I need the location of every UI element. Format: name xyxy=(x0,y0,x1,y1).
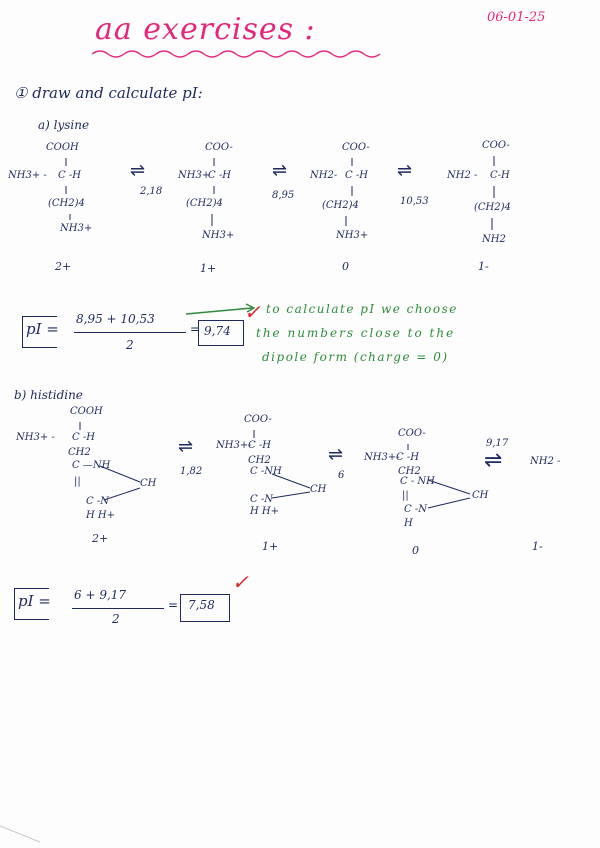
lys1-left: NH3+ - xyxy=(8,170,47,181)
equilibrium-arrow: ⇌ xyxy=(397,160,413,181)
check-mark: ✓ xyxy=(244,300,261,324)
histidine-pi-label: pI = xyxy=(18,592,51,610)
lysine-pi-label: pI = xyxy=(26,320,59,338)
histidine-pi-numerator: 6 + 9,17 xyxy=(74,588,127,602)
lys3-top: COO- xyxy=(342,142,370,153)
his1-top: COOH xyxy=(70,406,103,417)
his3-ring-2: || xyxy=(402,490,409,501)
lysine-note-line-3: dipole form (charge = 0) xyxy=(262,350,449,364)
his4-charge: 1- xyxy=(532,540,543,553)
lys4-charge: 1- xyxy=(478,260,489,273)
his3-mid: C -H xyxy=(396,452,419,463)
lys4-left: NH2 - xyxy=(447,170,478,181)
equilibrium-arrow: ⇌ xyxy=(178,436,194,457)
lys2-mid: C -H xyxy=(208,170,231,181)
page-title: aa exercises : xyxy=(95,12,316,47)
his4-left: NH2 - xyxy=(530,456,561,467)
his2-top: COO- xyxy=(244,414,272,425)
lysine-label: a) lysine xyxy=(38,118,90,132)
lys1-r2: NH3+ xyxy=(60,223,93,234)
his2-ch2: CH2 xyxy=(248,455,271,466)
his-pk3: 9,17 xyxy=(486,438,509,449)
question-heading: ① draw and calculate pI: xyxy=(14,84,203,102)
his1-left: NH3+ - xyxy=(16,432,55,443)
lysine-note-line-2: the numbers close to the xyxy=(256,326,456,340)
lys4-r1: (CH2)4 xyxy=(474,202,511,213)
lys2-charge: 1+ xyxy=(200,262,217,275)
his1-charge: 2+ xyxy=(92,532,109,545)
lys3-r2: NH3+ xyxy=(336,230,369,241)
histidine-label: b) histidine xyxy=(14,388,83,402)
his2-ring-1: C -NH xyxy=(250,466,282,477)
date-label: 06-01-25 xyxy=(487,10,546,25)
his3-top: COO- xyxy=(398,428,426,439)
his2-ring-3: CH xyxy=(310,484,327,495)
his3-charge: 0 xyxy=(412,544,419,557)
lysine-pi-denominator: 2 xyxy=(126,338,134,352)
lys2-r2: NH3+ xyxy=(202,230,235,241)
his2-left: NH3+- xyxy=(216,440,252,451)
his2-charge: 1+ xyxy=(262,540,279,553)
histidine-pi-result: 7,58 xyxy=(188,598,215,612)
lys-pk1: 2,18 xyxy=(140,186,163,197)
lys-pk3: 10,53 xyxy=(400,196,429,207)
equilibrium-arrow: ⇌ xyxy=(484,448,499,473)
lys3-left: NH2- xyxy=(310,170,338,181)
his-pk2: 6 xyxy=(338,470,345,481)
lys2-left: NH3+ xyxy=(178,170,211,181)
his1-ring-5: H H+ xyxy=(86,510,115,521)
his1-mid: C -H xyxy=(72,432,95,443)
his1-ring-4: C -N xyxy=(86,496,109,507)
his1-ch2: CH2 xyxy=(68,447,91,458)
his2-ring-5: H H+ xyxy=(250,506,279,517)
lys3-charge: 0 xyxy=(342,260,349,273)
lys1-r1: (CH2)4 xyxy=(48,198,85,209)
his2-mid: C -H xyxy=(248,440,271,451)
lysine-pi-numerator: 8,95 + 10,53 xyxy=(76,312,155,326)
equilibrium-arrow: ⇌ xyxy=(130,160,146,181)
lys4-mid: C-H xyxy=(490,170,510,181)
his2-ring-4: C -N xyxy=(250,494,273,505)
lys2-top: COO- xyxy=(205,142,233,153)
his3-ring-4: C -N xyxy=(404,504,427,515)
histidine-pi-fraction-bar xyxy=(72,608,164,609)
histidine-pi-denominator: 2 xyxy=(112,612,120,626)
equilibrium-arrow: ⇌ xyxy=(272,160,288,181)
lys3-r1: (CH2)4 xyxy=(322,200,359,211)
lysine-pi-result: 9,74 xyxy=(204,324,231,338)
his3-ring-3: CH xyxy=(472,490,489,501)
lys1-top: COOH xyxy=(46,142,79,153)
his1-ring-2: || xyxy=(74,476,81,487)
his3-left: NH3+- xyxy=(364,452,400,463)
his3-ring-1: C - NH xyxy=(400,476,435,487)
lys1-mid: C -H xyxy=(58,170,81,181)
equilibrium-arrow: ⇌ xyxy=(328,444,344,465)
lysine-pi-fraction-bar xyxy=(74,332,186,333)
check-mark: ✓ xyxy=(232,570,249,594)
histidine-pi-equals: = xyxy=(168,598,179,612)
lys2-r1: (CH2)4 xyxy=(186,198,223,209)
his1-ring-1: C —NH xyxy=(72,460,111,471)
his-pk1: 1,82 xyxy=(180,466,203,477)
lys4-r2: NH2 xyxy=(482,234,506,245)
lysine-pi-equals: = xyxy=(190,322,201,336)
his3-ring-5: H xyxy=(404,518,413,529)
lys3-mid: C -H xyxy=(345,170,368,181)
lys1-charge: 2+ xyxy=(55,260,72,273)
his3-ch2: CH2 xyxy=(398,466,421,477)
lys4-top: COO- xyxy=(482,140,510,151)
lys-pk2: 8,95 xyxy=(272,190,295,201)
his1-ring-3: CH xyxy=(140,478,157,489)
lysine-note-line-1: to calculate pI we choose xyxy=(266,302,458,316)
